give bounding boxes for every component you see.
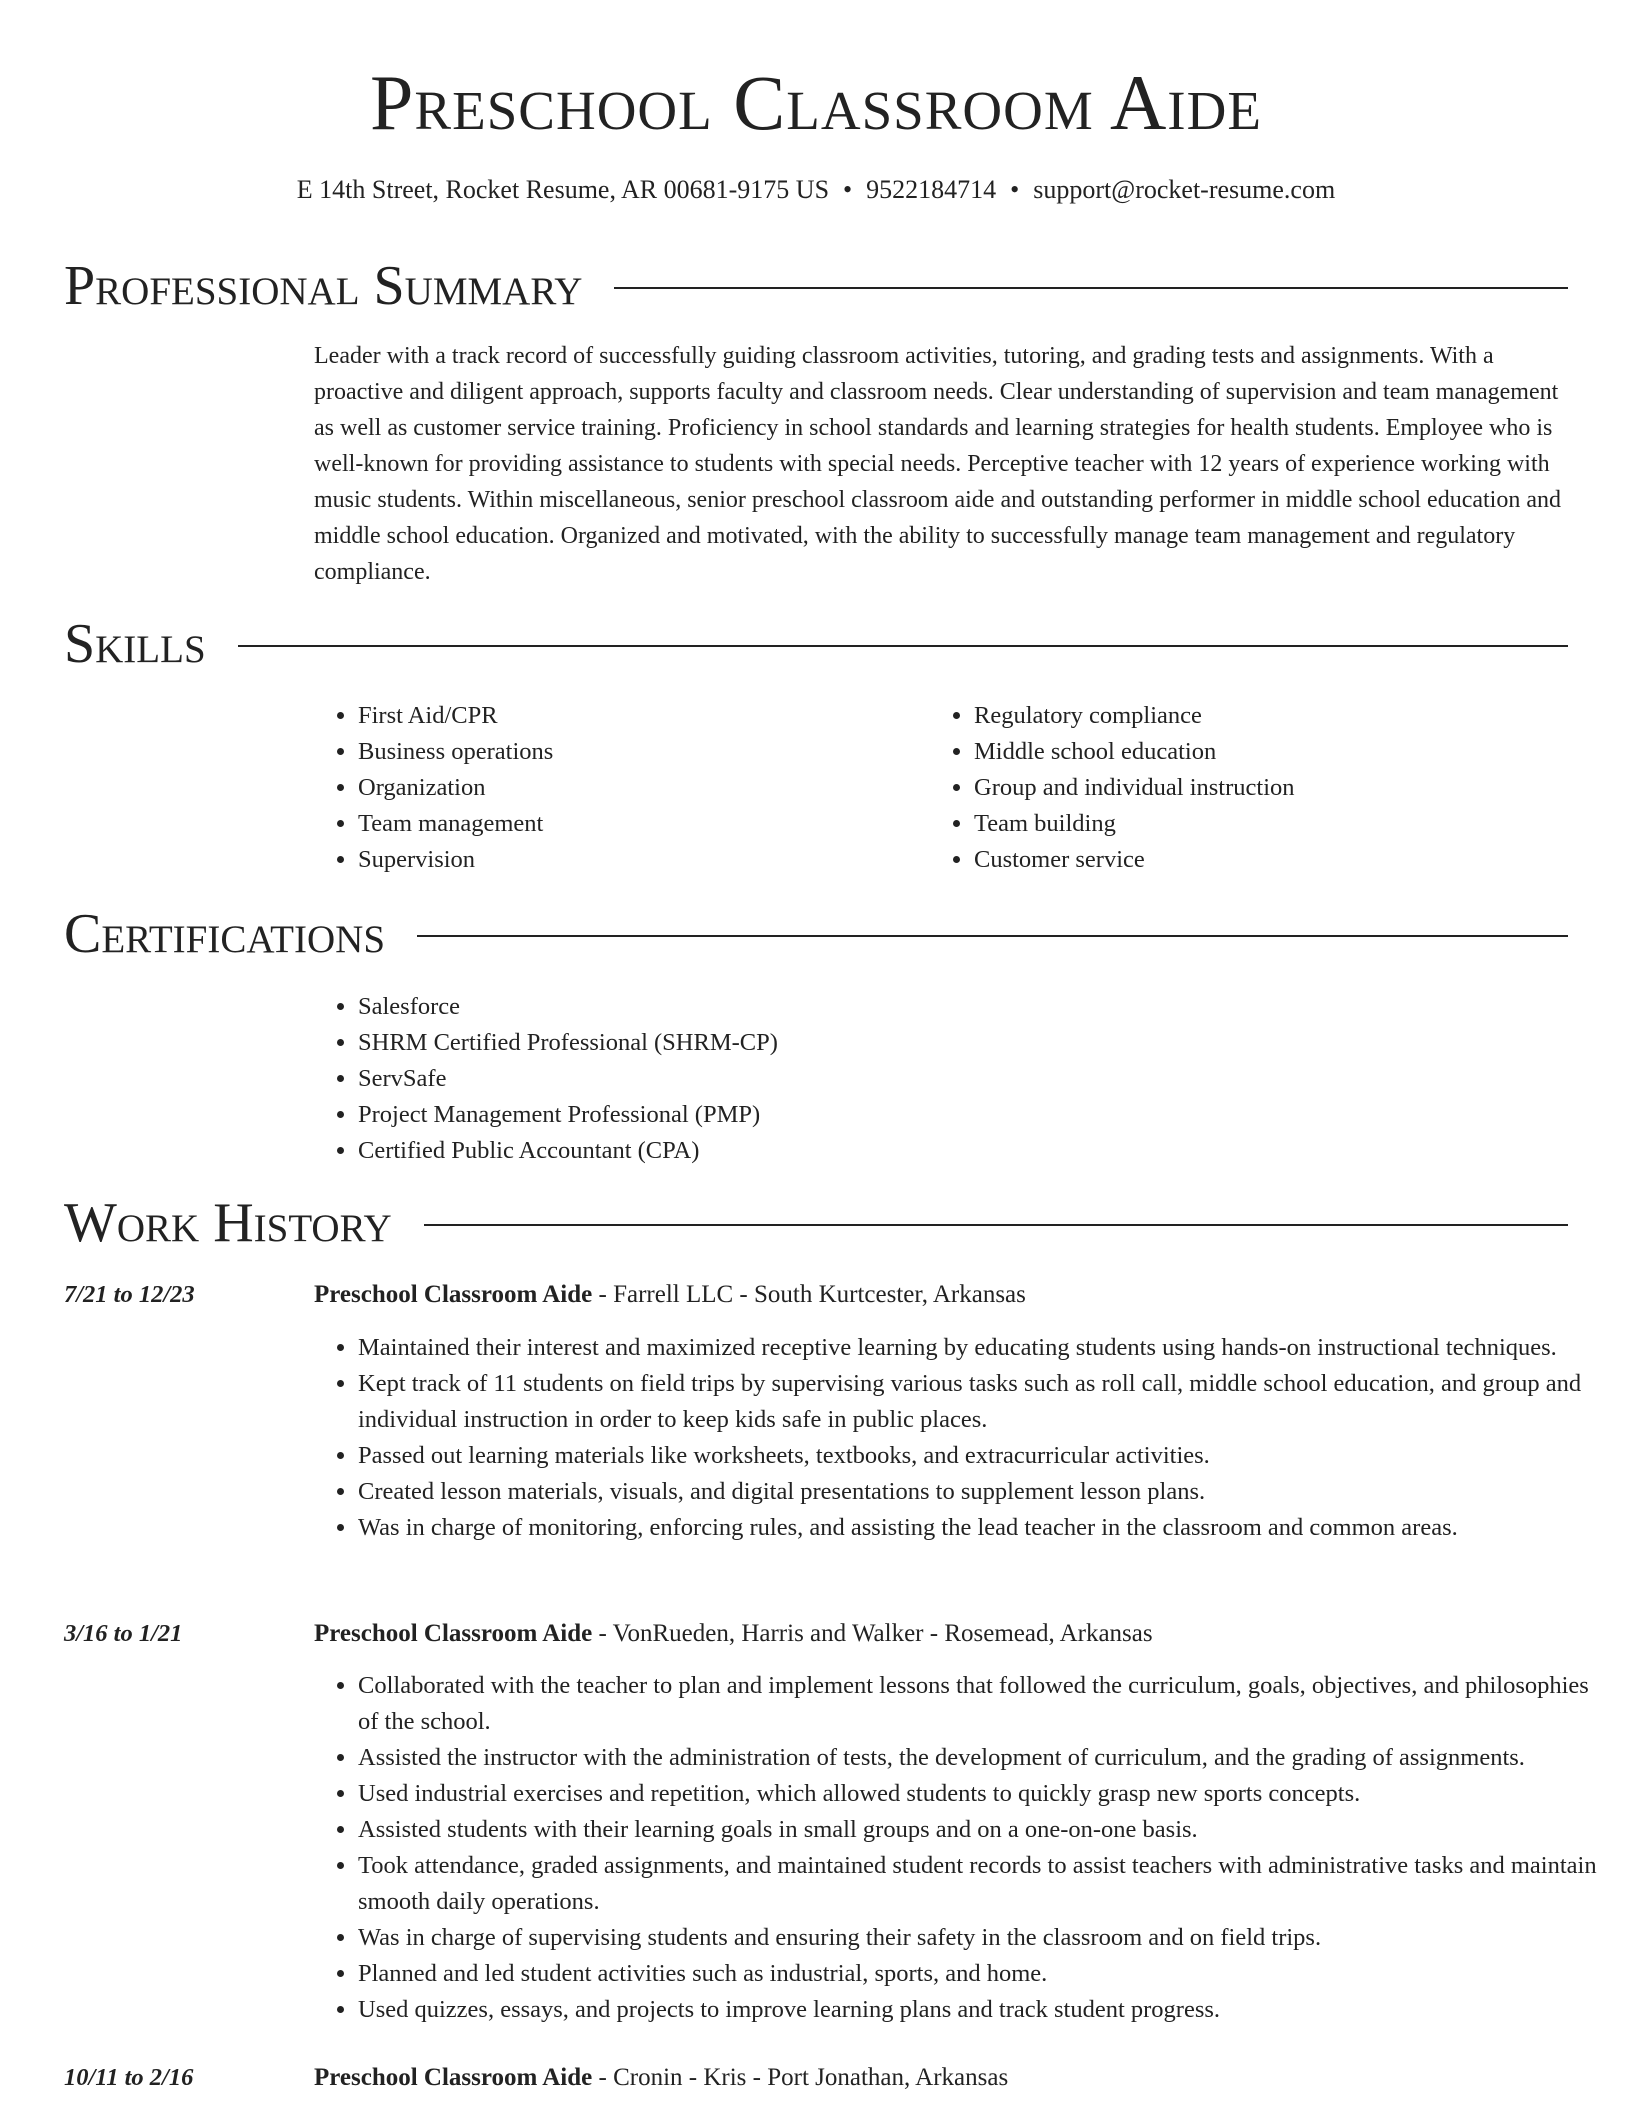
skill-item: • Organization [358,770,938,806]
job-duty: • Passed out learning materials like worksheets, textbooks, and extracurricular activities. [358,1438,1612,1474]
job-duty: • Planned and led student activities such as industrial, sports, and home. [358,1956,1612,1992]
contact-separator: • [843,175,853,204]
job-employer-location: - Cronin - Kris - Port Jonathan, Arkansas [592,2064,1009,2091]
section-divider [417,935,1568,937]
job-duties-list [314,1668,1612,2028]
job-duty: • Used quizzes, essays, and projects to improve learning plans and track student progress. [358,1992,1612,2028]
job-title: Preschool Classroom Aide [314,1620,593,1647]
job-duty: • Took attendance, graded assignments, and maintained student records to assist teachers with administrative tasks and maintain smooth daily operations. [358,1848,1612,1920]
contact-email: support@rocket-resume.com [1033,175,1336,204]
job-title: Preschool Classroom Aide [314,1281,593,1308]
skill-item: • Team management [358,806,938,842]
skill-item: • Business operations [358,734,938,770]
skill-item: • Regulatory compliance [974,698,1594,734]
certification-item: • Salesforce [358,989,1608,1025]
summary-text: Leader with a track record of successfully guiding classroom activities, tutoring, and grading tests and assignments. With a proactive and diligent approach, supports faculty and classroom needs. Clear understanding of supervision and team management as well as customer service training. Proficiency in school standards and learning strategies for health students. Employee who is well-known for providing assistance to students with special needs. Perceptive teacher with 12 years of experience working with music students. Within miscellaneous, senior preschool classroom aide and outstanding performer in middle school education and middle school education. Organized and motivated, with the ability to successfully manage team management and regulatory compliance. [314,343,1561,585]
work-history-section-header [64,1191,1568,1255]
section-divider [238,645,1568,647]
certification-item: • ServSafe [358,1061,1608,1097]
certifications-section-header [64,902,1568,966]
job-dates: 3/16 to 1/21 [64,1620,183,1647]
skill-item: • Middle school education [974,734,1594,770]
contact-address: E 14th Street, Rocket Resume, AR 00681-9175 US [296,175,830,204]
section-divider [614,287,1568,289]
job-heading [314,2060,1008,2096]
job-duty: • Was in charge of monitoring, enforcing rules, and assisting the lead teacher in the classroom and common areas. [358,1510,1612,1546]
summary-section-title: Professional Summary [64,255,583,317]
job-duty: • Created lesson materials, visuals, and digital presentations to supplement lesson plans. [358,1474,1612,1510]
job-duties-list [314,1330,1612,1546]
work-history-section-title: Work History [64,1192,392,1254]
summary-section-header [64,254,1568,318]
skills-section-header [64,612,1568,676]
job-duty: • Assisted the instructor with the administration of tests, the development of curriculum, and the grading of assignments. [358,1740,1612,1776]
job-title: Preschool Classroom Aide [314,2064,593,2091]
skill-item: • Customer service [974,842,1594,878]
candidate-name: Preschool Classroom Aide [370,59,1262,146]
job-employer-location: - Farrell LLC - South Kurtcester, Arkansas [592,1281,1026,1308]
job-duty: • Assisted students with their learning goals in small groups and on a one-on-one basis. [358,1812,1612,1848]
skill-item: • Team building [974,806,1594,842]
skills-list-right [930,698,1594,878]
certifications-section-title: Certifications [64,903,386,965]
skills-list-left [314,698,938,878]
job-heading [314,1277,1026,1313]
job-duty: • Was in charge of supervising students and ensuring their safety in the classroom and on field trips. [358,1920,1612,1956]
contact-phone: 9522184714 [866,175,997,204]
job-dates: 10/11 to 2/16 [64,2064,194,2091]
job-employer-location: - VonRueden, Harris and Walker - Rosemead, Arkansas [592,1620,1153,1647]
certification-item: • Project Management Professional (PMP) [358,1097,1608,1133]
job-heading [314,1616,1153,1652]
contact-line [0,174,1632,206]
contact-separator: • [1010,175,1020,204]
skill-item: • Supervision [358,842,938,878]
job-duty: • Used industrial exercises and repetition, which allowed students to quickly grasp new sports concepts. [358,1776,1612,1812]
certification-item: • Certified Public Accountant (CPA) [358,1133,1608,1169]
skills-section-title: Skills [64,613,206,675]
section-divider [424,1224,1568,1226]
skill-item: • Group and individual instruction [974,770,1594,806]
certification-item: • SHRM Certified Professional (SHRM-CP) [358,1025,1608,1061]
job-duty: • Collaborated with the teacher to plan and implement lessons that followed the curriculum, goals, objectives, and philosophies of the school. [358,1668,1612,1740]
job-duty: • Maintained their interest and maximized receptive learning by educating students using hands-on instructional techniques. [358,1330,1612,1366]
job-dates: 7/21 to 12/23 [64,1281,195,1308]
skill-item: • First Aid/CPR [358,698,938,734]
job-duty: • Kept track of 11 students on field trips by supervising various tasks such as roll call, middle school education, and group and individual instruction in order to keep kids safe in public places. [358,1366,1612,1438]
certifications-list [314,989,1608,1169]
